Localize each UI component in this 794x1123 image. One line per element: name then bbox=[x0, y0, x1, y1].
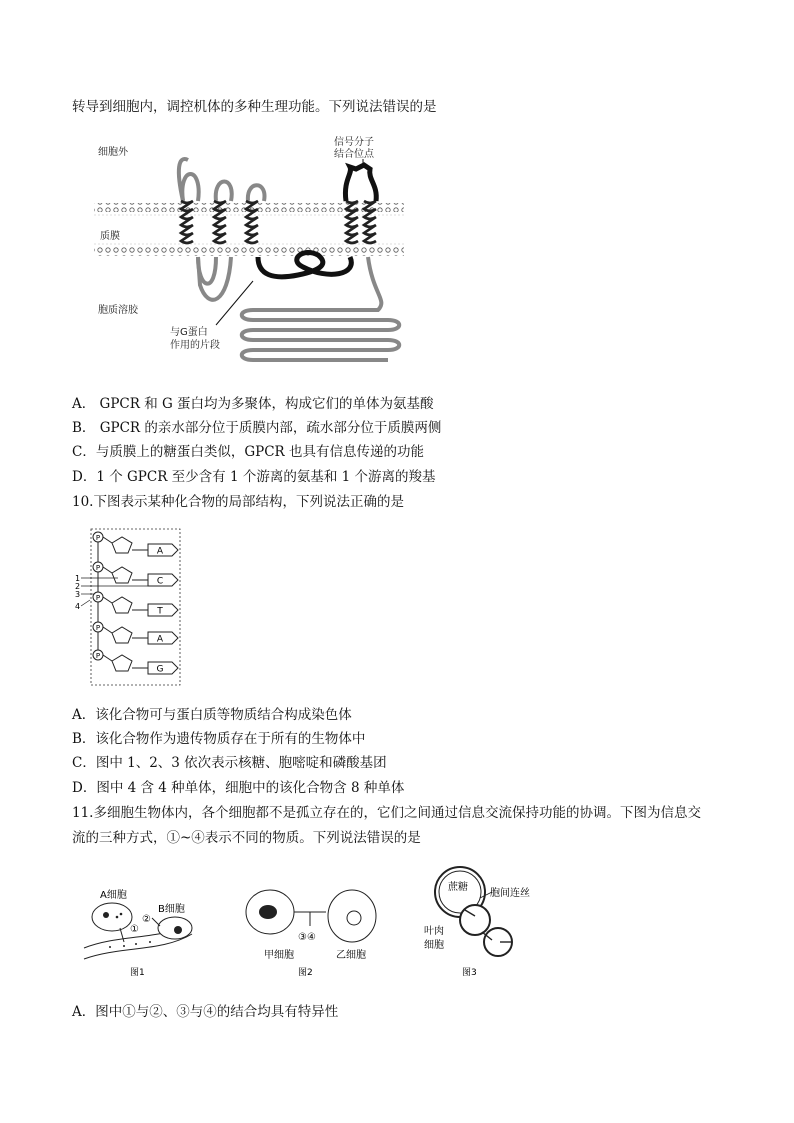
q9-option-c: C．与质膜上的糖蛋白类似，GPCR 也具有信息传递的功能 bbox=[72, 444, 424, 460]
label-cytosol: 胞质溶胶 bbox=[98, 305, 138, 316]
base-a-2: A bbox=[156, 634, 164, 645]
q10-stem: 10.下图表示某种化合物的局部结构，下列说法正确的是 bbox=[72, 494, 404, 510]
q10-option-b: B．该化合物作为遗传物质存在于所有的生物体中 bbox=[72, 731, 366, 747]
svg-text:P: P bbox=[95, 594, 101, 602]
label-cell-a: A细胞 bbox=[100, 890, 127, 901]
label-plasmodesma: 胞间连丝 bbox=[490, 888, 530, 899]
caption-fig3: 图3 bbox=[462, 968, 477, 978]
q9-option-d: D．1 个 GPCR 至少含有 1 个游离的氨基和 1 个游离的羧基 bbox=[72, 469, 436, 485]
q9-option-b: B． GPCR 的亲水部分位于质膜内部，疏水部分位于质膜两侧 bbox=[72, 420, 442, 436]
label-gprotein-1: 与G蛋白 bbox=[170, 327, 208, 338]
signaling-figures bbox=[80, 862, 560, 982]
dna-strand-figure bbox=[74, 525, 184, 690]
label-signal-1: 信号分子 bbox=[334, 137, 374, 148]
membrane-inner-leaflet bbox=[94, 247, 404, 256]
caption-fig2: 图2 bbox=[298, 968, 313, 978]
svg-text:P: P bbox=[95, 534, 101, 542]
label-cell-jia: 甲细胞 bbox=[264, 950, 294, 961]
g-protein-interaction-segment bbox=[258, 252, 351, 276]
q11-stem-line2: 流的三种方式，①~④表示不同的物质。下列说法错误的是 bbox=[72, 830, 421, 846]
label-outside: 细胞外 bbox=[98, 147, 128, 158]
label-mesophyll-2: 细胞 bbox=[424, 940, 444, 951]
label-2: 2 bbox=[75, 582, 81, 591]
label-m1: ① bbox=[130, 924, 139, 935]
gpcr-membrane-figure bbox=[88, 135, 428, 385]
label-m34: ③④ bbox=[298, 932, 316, 943]
label-gprotein-2: 作用的片段 bbox=[170, 340, 220, 351]
label-membrane: 质膜 bbox=[100, 231, 120, 242]
q10-option-a: A．该化合物可与蛋白质等物质结合构成染色体 bbox=[72, 707, 352, 723]
label-cell-b: B细胞 bbox=[158, 904, 185, 915]
svg-text:P: P bbox=[95, 564, 101, 572]
q9-option-a: A． GPCR 和 G 蛋白均为多聚体，构成它们的单体为氨基酸 bbox=[72, 396, 434, 412]
base-t: T bbox=[157, 606, 163, 617]
nucleotide-5 bbox=[93, 650, 178, 675]
nucleotide-3 bbox=[93, 592, 178, 617]
q10-option-d: D．图中 4 含 4 种单体，细胞中的该化合物含 8 种单体 bbox=[72, 780, 405, 796]
label-mesophyll-1: 叶肉 bbox=[424, 926, 444, 937]
figure-2 bbox=[246, 890, 376, 978]
signal-binding-site bbox=[345, 165, 376, 201]
extracellular-loops bbox=[182, 174, 264, 201]
svg-text:P: P bbox=[95, 624, 101, 632]
base-a-1: A bbox=[156, 546, 164, 557]
label-sucrose: 蔗糖 bbox=[448, 882, 468, 893]
nucleotide-4 bbox=[93, 622, 178, 645]
label-3: 3 bbox=[75, 590, 81, 599]
base-c: C bbox=[156, 576, 164, 587]
svg-text:P: P bbox=[95, 652, 101, 660]
q11-stem-line1: 11.多细胞生物体内，各个细胞都不是孤立存在的，它们之间通过信息交流保持功能的协调。下图为信息交 bbox=[72, 805, 701, 821]
label-4: 4 bbox=[75, 602, 81, 611]
q10-option-c: C．图中 1、2、3 依次表示核糖、胞嘧啶和磷酸基团 bbox=[72, 755, 387, 771]
caption-fig1: 图1 bbox=[130, 968, 145, 978]
figure-3 bbox=[424, 867, 530, 978]
label-1: 1 bbox=[75, 574, 81, 583]
q11-option-a: A．图中①与②、③与④的结合均具有特异性 bbox=[72, 1004, 339, 1020]
nucleotide-2 bbox=[93, 562, 178, 587]
figure-1 bbox=[84, 889, 192, 978]
label-m2: ② bbox=[142, 914, 151, 925]
label-cell-yi: 乙细胞 bbox=[336, 950, 366, 961]
q9-stem-tail: 转导到细胞内，调控机体的多种生理功能。下列说法错误的是 bbox=[72, 99, 437, 115]
nucleotide-1 bbox=[93, 532, 178, 557]
label-signal-2: 结合位点 bbox=[334, 149, 374, 160]
base-g: G bbox=[156, 664, 164, 675]
